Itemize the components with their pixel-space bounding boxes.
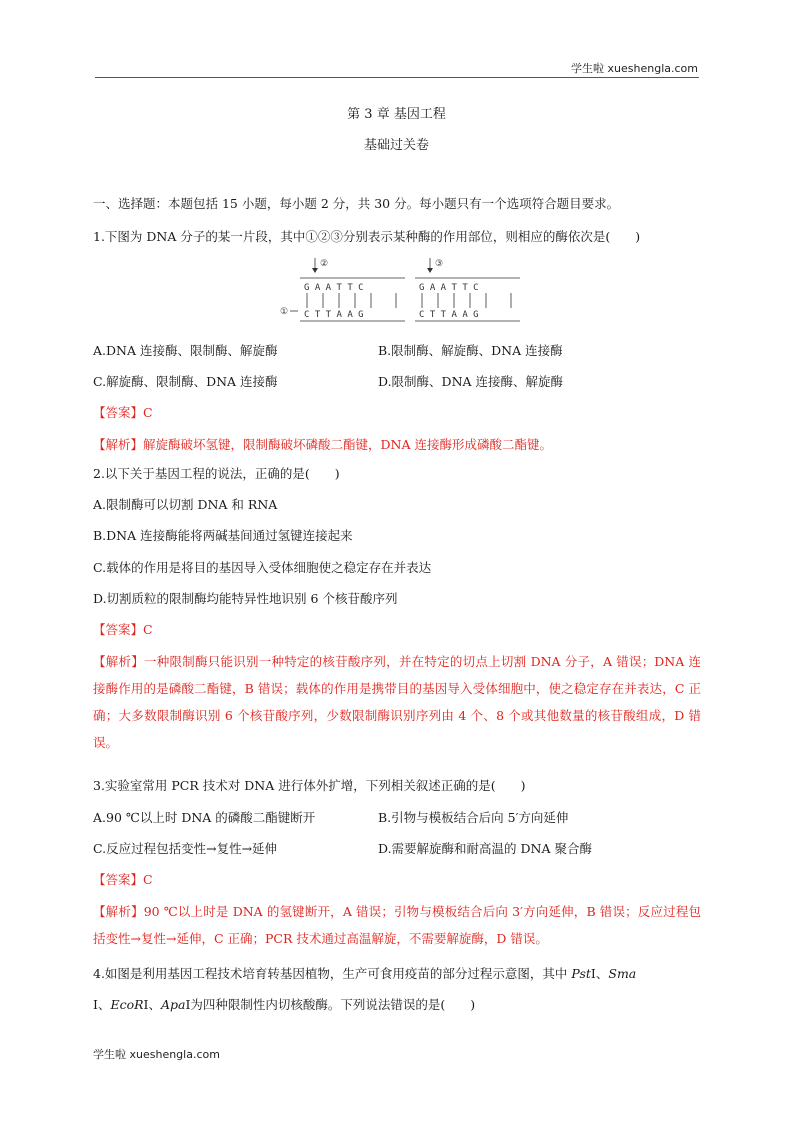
q4-stem-line2: Ⅰ、EcoRⅠ、ApaⅠ为四种限制性内切核酸酶。下列说法错误的是( )	[93, 997, 476, 1012]
q2-option-a: A.限制酶可以切割 DNA 和 RNA	[93, 497, 278, 512]
answer-value: C	[143, 872, 153, 887]
answer-value: C	[143, 405, 153, 420]
header-site: 学生啦 xueshengla.com	[571, 62, 698, 75]
q3-option-c: C.反应过程包括变性→复性→延伸	[93, 841, 278, 856]
dna-bottom-right: C T T A A G	[419, 310, 479, 320]
q3-stem: 3.实验室常用 PCR 技术对 DNA 进行体外扩增，下列相关叙述正确的是( )	[93, 778, 526, 793]
paper-subtitle: 基础过关卷	[363, 138, 429, 153]
q2-option-c: C.载体的作用是将目的基因导入受体细胞使之稳定存在并表达	[93, 560, 432, 575]
q3-answer	[93, 872, 153, 888]
q1-answer	[93, 405, 153, 421]
q2-answer	[93, 622, 153, 638]
explanation-text: 90 ℃以上时是 DNA 的氢键断开，A 错误；引物与模板结合后向 3′方向延伸，B 错误；反应过程包括变性→复性→延伸，C 正确；PCR 技术通过高温解旋，不需要解旋酶，D 错误。	[93, 904, 701, 946]
dna-fragment-figure	[270, 253, 530, 323]
q3-explanation	[93, 898, 701, 952]
q1-option-d: D.限制酶、DNA 连接酶、解旋酶	[378, 374, 564, 389]
explanation-text: 一种限制酶只能识别一种特定的核苷酸序列，并在特定的切点上切割 DNA 分子，A 错误；DNA 连接酶作用的是磷酸二酯键，B 错误；载体的作用是携带目的基因导入受体细胞中，使之稳定存在并表达，C 正确；大多数限制酶识别 6 个核苷酸序列，少数限制酶识别序列由 4 个、8 个或其他数量的核苷酸组成，D 错误。	[93, 654, 701, 750]
dna-top-right: G A A T T C	[419, 283, 479, 293]
dna-top-left: G A A T T C	[304, 283, 364, 293]
enzyme-apa: Apa	[160, 997, 186, 1012]
header-rule	[95, 77, 699, 78]
enzyme-pst: Pst	[571, 966, 591, 981]
q2-option-d: D.切割质粒的限制酶均能特异性地识别 6 个核苷酸序列	[93, 591, 398, 606]
q3-option-b: B.引物与模板结合后向 5′方向延伸	[378, 810, 569, 825]
explanation-tag: 【解析】	[93, 654, 144, 669]
q1-stem: 1.下图为 DNA 分子的某一片段，其中①②③分别表示某种酶的作用部位，则相应的酶依次是( )	[93, 229, 641, 244]
chapter-title: 第 3 章 基因工程	[347, 107, 446, 122]
answer-tag: 【答案】	[93, 405, 144, 420]
explanation-tag: 【解析】	[93, 437, 144, 452]
q4-stem-line1: 4.如图是利用基因工程技术培育转基因植物，生产可食用疫苗的部分过程示意图，其中 PstⅠ、Sma	[93, 966, 637, 981]
mark-2: ②	[320, 259, 329, 269]
section-instructions: 一、选择题：本题包括 15 小题，每小题 2 分，共 30 分。每小题只有一个选项符合题目要求。	[93, 196, 620, 211]
q1-explanation	[93, 431, 701, 458]
answer-value: C	[143, 622, 153, 637]
q3-option-d: D.需要解旋酶和耐高温的 DNA 聚合酶	[378, 841, 592, 856]
q2-stem: 2.以下关于基因工程的说法，正确的是( )	[93, 466, 340, 481]
answer-tag: 【答案】	[93, 622, 144, 637]
enzyme-sma: Sma	[608, 966, 637, 981]
q1-option-b: B.限制酶、解旋酶、DNA 连接酶	[378, 343, 563, 358]
q1-option-a: A.DNA 连接酶、限制酶、解旋酶	[93, 343, 278, 358]
q2-option-b: B.DNA 连接酶能将两碱基间通过氢键连接起来	[93, 528, 353, 543]
q2-explanation	[93, 648, 701, 756]
q3-option-a: A.90 ℃以上时 DNA 的磷酸二酯键断开	[93, 810, 316, 825]
dna-bottom-left: C T T A A G	[304, 310, 364, 320]
footer-site: 学生啦 xueshengla.com	[93, 1048, 220, 1061]
q1-option-c: C.解旋酶、限制酶、DNA 连接酶	[93, 374, 278, 389]
answer-tag: 【答案】	[93, 872, 144, 887]
mark-3: ③	[435, 259, 444, 269]
explanation-tag: 【解析】	[93, 904, 144, 919]
mark-1: ①	[280, 307, 289, 317]
enzyme-eco: EcoR	[110, 997, 144, 1012]
explanation-text: 解旋酶破坏氢键，限制酶破坏磷酸二酯键，DNA 连接酶形成磷酸二酯键。	[143, 437, 552, 452]
